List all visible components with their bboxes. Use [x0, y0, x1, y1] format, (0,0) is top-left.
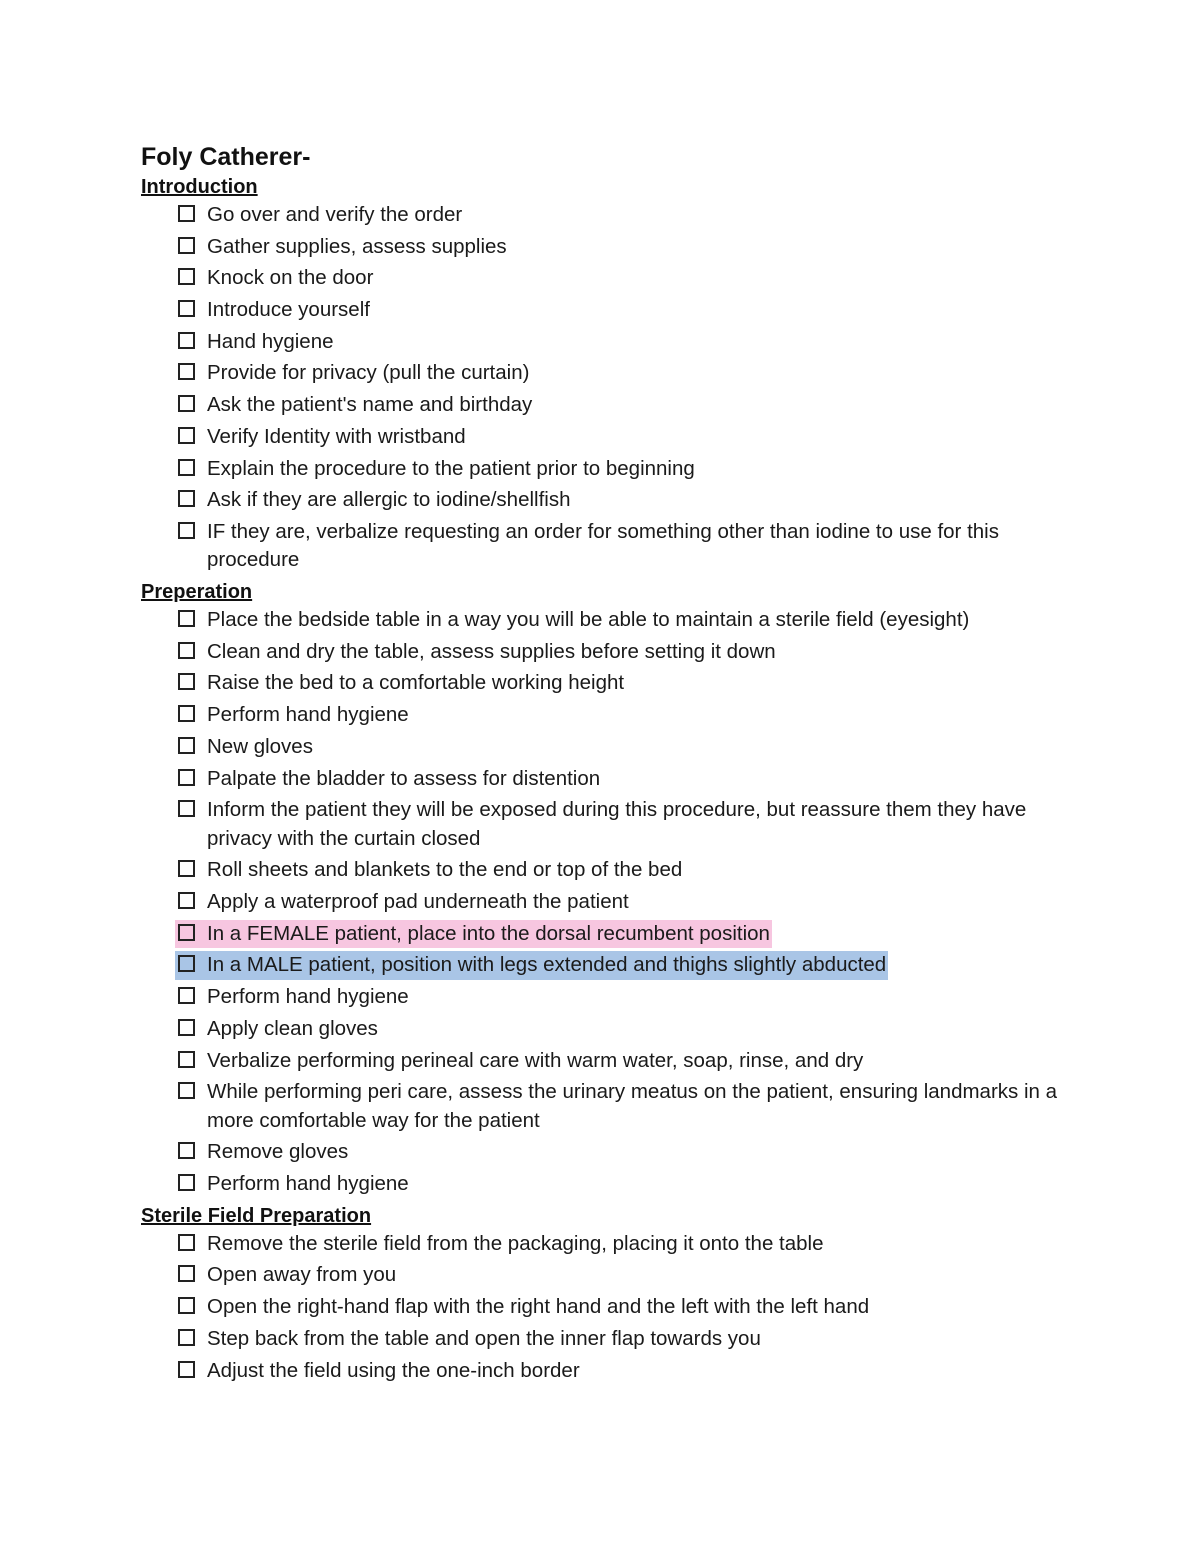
checklist-item-text: Step back from the table and open the inner flap towards you — [207, 1326, 761, 1350]
checkbox[interactable] — [178, 1142, 195, 1159]
checklist-item — [178, 1047, 1061, 1076]
checkbox[interactable] — [178, 1265, 195, 1282]
checkbox[interactable] — [178, 363, 195, 380]
checklist-item-text: Hand hygiene — [207, 329, 334, 353]
checklist-item-text: Verify Identity with wristband — [207, 424, 466, 448]
checklist-item — [178, 1015, 1061, 1044]
highlight-blue — [175, 951, 888, 980]
checklist-item-text: Perform hand hygiene — [207, 985, 409, 1009]
checkbox[interactable] — [178, 332, 195, 349]
checklist-item — [178, 201, 1061, 230]
checklist-item-text: Ask the patient's name and birthday — [207, 393, 533, 417]
checklist-item-text: Provide for privacy (pull the curtain) — [207, 361, 530, 385]
checklist-item — [178, 1325, 1061, 1354]
section-heading: Preperation — [141, 581, 253, 604]
document-page — [141, 141, 1061, 1388]
checklist-item-text: Apply clean gloves — [207, 1016, 378, 1040]
page-title: Foly Catherer- — [141, 143, 311, 171]
checklist-sections — [141, 173, 1061, 1385]
checklist-item-text: IF they are, verbalize requesting an order for something other than iodine to use for this procedure — [207, 519, 999, 572]
checkbox[interactable] — [178, 642, 195, 659]
checklist-item — [178, 1078, 1061, 1135]
checklist-item-text: Adjust the field using the one-inch border — [207, 1358, 580, 1382]
checklist-item — [178, 606, 1061, 635]
checklist-item-text: Remove the sterile field from the packaging, placing it onto the table — [207, 1231, 824, 1255]
checkbox[interactable] — [178, 1329, 195, 1346]
checklist-item — [178, 796, 1061, 853]
checklist-item-text: Raise the bed to a comfortable working height — [207, 671, 625, 695]
highlight-pink — [175, 920, 772, 949]
checkbox[interactable] — [178, 522, 195, 539]
checklist-item-text: In a MALE patient, position with legs extended and thighs slightly abducted — [207, 953, 887, 977]
checkbox[interactable] — [178, 427, 195, 444]
checklist-item-text: Open away from you — [207, 1263, 397, 1287]
checklist-item — [178, 1261, 1061, 1290]
checklist-item — [178, 888, 1061, 917]
checkbox[interactable] — [178, 268, 195, 285]
checkbox[interactable] — [178, 987, 195, 1004]
checklist-item — [178, 765, 1061, 794]
checklist-item — [178, 296, 1061, 325]
checklist-item-text: Gather supplies, assess supplies — [207, 234, 507, 258]
checklist-item-text: Palpate the bladder to assess for distention — [207, 766, 601, 790]
checkbox[interactable] — [178, 1019, 195, 1036]
checklist-item-text: Open the right-hand flap with the right hand and the left with the left hand — [207, 1295, 870, 1319]
checklist-item — [178, 264, 1061, 293]
checkbox[interactable] — [178, 924, 195, 941]
checklist-item — [178, 328, 1061, 357]
checkbox[interactable] — [178, 490, 195, 507]
checklist-item-text: Knock on the door — [207, 266, 374, 290]
checklist-item — [178, 455, 1061, 484]
checkbox[interactable] — [178, 459, 195, 476]
checkbox[interactable] — [178, 737, 195, 754]
checklist-item — [178, 1293, 1061, 1322]
checklist-item — [178, 1357, 1061, 1386]
checkbox[interactable] — [178, 673, 195, 690]
checkbox[interactable] — [178, 800, 195, 817]
checkbox[interactable] — [178, 705, 195, 722]
checklist-item-text: Perform hand hygiene — [207, 1172, 409, 1196]
checklist-item-text: Apply a waterproof pad underneath the patient — [207, 890, 629, 914]
checklist-item — [178, 233, 1061, 262]
section-heading: Introduction — [141, 176, 258, 198]
checklist-item-text: Explain the procedure to the patient prior to beginning — [207, 456, 695, 480]
checklist-item — [178, 359, 1061, 388]
checklist-item-text: Go over and verify the order — [207, 203, 463, 226]
checklist — [141, 606, 1061, 1199]
checkbox[interactable] — [178, 860, 195, 877]
checklist-item — [178, 1230, 1061, 1259]
checklist-item — [178, 701, 1061, 730]
checklist-item — [178, 391, 1061, 420]
checklist-item-text: Place the bedside table in a way you will be able to maintain a sterile field (eyesight) — [207, 608, 970, 632]
checkbox[interactable] — [178, 769, 195, 786]
checkbox[interactable] — [178, 1234, 195, 1251]
section-heading: Sterile Field Preparation — [141, 1204, 372, 1227]
checklist-item-text: Remove gloves — [207, 1140, 349, 1164]
checklist-item-text: Verbalize performing perineal care with warm water, soap, rinse, and dry — [207, 1048, 864, 1072]
checklist-item — [178, 638, 1061, 667]
checkbox[interactable] — [178, 1297, 195, 1314]
checkbox[interactable] — [178, 237, 195, 254]
checklist-item — [178, 951, 1061, 980]
checkbox[interactable] — [178, 300, 195, 317]
checklist-item-text: While performing peri care, assess the urinary meatus on the patient, ensuring landmarks in a more comfortable way for the patient — [207, 1080, 1058, 1132]
checkbox[interactable] — [178, 610, 195, 627]
checkbox[interactable] — [178, 395, 195, 412]
checklist-item-text: Ask if they are allergic to iodine/shellfish — [207, 488, 571, 512]
checklist-item — [178, 669, 1061, 698]
checkbox[interactable] — [178, 955, 195, 972]
checklist-item-text: In a FEMALE patient, place into the dorsal recumbent position — [207, 921, 770, 945]
checklist-item — [178, 518, 1061, 575]
checklist-item-text: Introduce yourself — [207, 298, 370, 322]
checkbox[interactable] — [178, 1082, 195, 1099]
checklist-item — [178, 423, 1061, 452]
checklist-item — [178, 856, 1061, 885]
checklist-item — [178, 1138, 1061, 1167]
checkbox[interactable] — [178, 205, 195, 222]
checklist-item — [178, 920, 1061, 949]
checkbox[interactable] — [178, 1174, 195, 1191]
checkbox[interactable] — [178, 892, 195, 909]
checklist-item — [178, 983, 1061, 1012]
checklist-item — [178, 486, 1061, 515]
checklist — [141, 1230, 1061, 1385]
checklist-item-text: Clean and dry the table, assess supplies before setting it down — [207, 639, 776, 663]
checkbox[interactable] — [178, 1361, 195, 1378]
checklist-item-text: Perform hand hygiene — [207, 703, 409, 727]
checklist — [141, 201, 1061, 575]
checklist-item — [178, 1170, 1061, 1199]
checklist-item-text: New gloves — [207, 734, 313, 758]
checklist-item — [178, 733, 1061, 762]
checkbox[interactable] — [178, 1051, 195, 1068]
checklist-item-text: Roll sheets and blankets to the end or top of the bed — [207, 858, 683, 882]
checklist-item-text: Inform the patient they will be exposed during this procedure, but reassure them they have privacy with the curtain closed — [207, 798, 1027, 850]
